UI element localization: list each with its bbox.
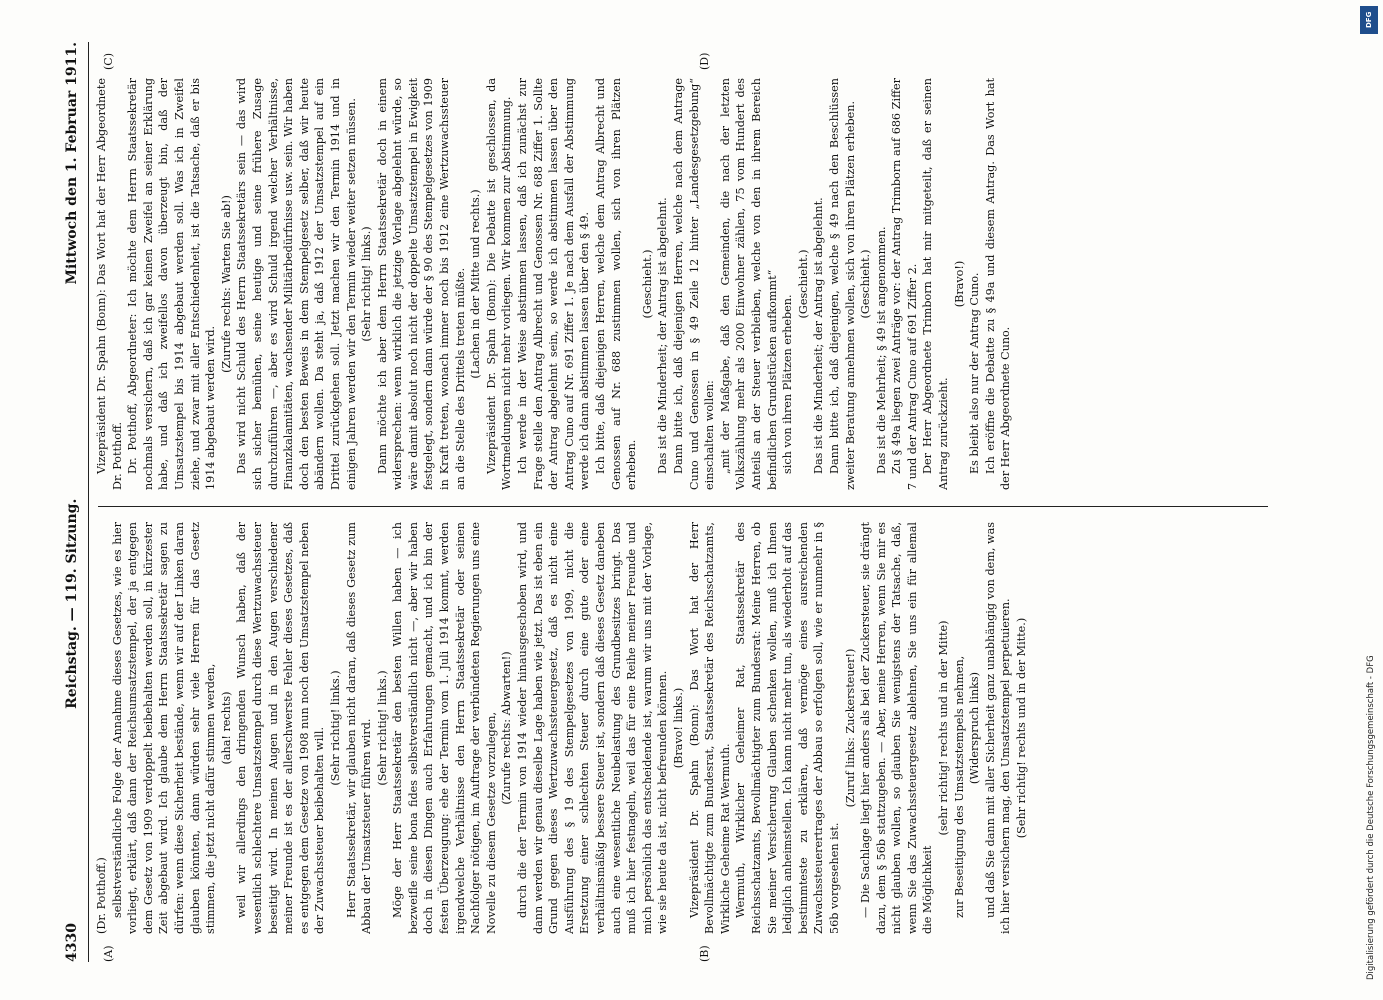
- paragraph: Der Herr Abgeordnete Trimborn hat mir mitgeteilt, daß er seinen Antrag zurückzieht.: [921, 78, 951, 490]
- paragraph: Ich eröffne die Debatte zu § 49a und diesem Antrag. Das Wort hat der Herr Abgeordnete Cuno.: [983, 78, 1013, 490]
- right-paragraphs: [94, 78, 1014, 490]
- paragraph: (sehr richtig! rechts und in der Mitte): [937, 620, 951, 836]
- paragraph: Dr. Potthoff, Abgeordneter: Ich möchte dem Herrn Staatssekretär nochmals versichern, daß ich gar keinen Zweifel an seiner Erklärung habe, und daß ich zweifellos davon überzeugt bin, daß der Umsatzstempel bis 1914 abgebaut werden soll. Was ich in Zweifel ziehe, und zwar mit aller Entschiedenheit, ist die Tatsache, daß er bis 1914 abgebaut werden wird.: [126, 78, 218, 490]
- margin-marker-a: (A): [102, 945, 115, 962]
- paragraph: Herr Staatssekretär, wir glauben nicht daran, daß dieses Gesetz zum Abbau der Umsatzsteuer führen wird.: [344, 522, 374, 934]
- dfg-logo: DFG: [1360, 6, 1378, 34]
- left-text-column: [94, 522, 1274, 934]
- paragraph: (Zurufe rechts: Warten Sie ab!): [219, 195, 233, 373]
- paragraph: sich von ihren Plätzen erheben.: [781, 294, 795, 474]
- paragraph: (Sehr richtig! links.): [360, 226, 374, 342]
- paragraph: Ich werde in der Weise abstimmen lassen, daß ich zunächst zur Frage stelle den Antrag Albrecht und Genossen Nr. 688 Ziffer 1. Sollte der Antrag abgelehnt sein, so werde ich abstimmen lassen über den Antrag Cuno auf Nr. 691 Ziffer 1. Je nach dem Ausfall der Abstimmung werde ich dann abstimmen lassen über den § 49.: [516, 78, 592, 490]
- paragraph: (Zuruf links: Zuckersteuer!): [843, 648, 857, 808]
- paragraph: (Lachen in der Mitte und rechts.): [469, 189, 483, 379]
- paragraph: weil wir allerdings den dringenden Wunsch haben, daß der wesentlich schlechtere Umsatzstempel durch diese Wertzuwachssteuer beseitigt wird. In meinen Augen und in den Augen verschiedener meiner Freunde ist es der allerschwerste Fehler dieses Gesetzes, daß es entgegen dem Gesetze von 1908 nun noch den Umsatzstempel neben der Zuwachssteuer beibehalten will.: [235, 522, 327, 934]
- running-header: [58, 42, 86, 962]
- paragraph: Vizepräsident Dr. Spahn (Bonn): Das Wort hat der Herr Abgeordnete Dr. Potthoff.: [95, 78, 124, 490]
- paragraph: (Bravo!): [952, 260, 966, 308]
- page-number: 4330: [64, 923, 80, 962]
- paragraph: Vizepräsident Dr. Spahn (Bonn): Die Debatte ist geschlossen, da Wortmeldungen nicht mehr vorliegen. Wir kommen zur Abstimmung.: [484, 78, 514, 490]
- paragraph: (Geschieht.): [796, 249, 810, 319]
- paragraph: zur Beseitigung des Umsatzstempels nehmen,: [952, 655, 966, 918]
- digitization-note: Digitalisierung gefördert durch die Deutsche Forschungsgemeinschaft - DFG: [1366, 655, 1376, 980]
- speaker-reference: (Dr. Potthoff.): [95, 857, 108, 934]
- paragraph: Das wird nicht Schuld des Herrn Staatssekretärs sein — das wird sich sicher bemühen, seine heutige und seine frühere Zusage durchzuführen —, aber es wird Schuld irgend welcher Verhältnisse, Finanzkalamitäten, wachsender Militärbedürfnisse usw. sein. Wir haben doch den besten Beweis in dem Stempelgesetz selber, daß wir heute abändern wollen. Da steht ja, daß 1912 der Umsatzstempel auf ein Drittel zurückgehen soll. Jetzt machen wir den Termin 1914 und in einigen Jahren werden wir den Termin wieder weiter setzen müssen.: [235, 78, 358, 490]
- column-divider: [98, 506, 1268, 507]
- paragraph: durch die der Termin von 1914 wieder hinausgeschoben wird, und dann werden wir genau dieselbe Lage haben wie jetzt. Das ist eben ein Grund gegen dieses Wertzuwachssteuergesetz, daß es nicht eine Ausführung des § 19 des Stempelgesetzes von 1909, nicht die Ersetzung einer schlechten Steuer durch eine gute oder eine verhältnismäßig bessere Steuer ist, sondern daß dieses Gesetz daneben auch eine wesentliche Neubelastung des Grundbesitzes bringt. Das muß ich hier festnageln, weil das für eine Reihe meiner Freunde und mich persönlich das entscheidende ist, warum wir uns mit der Vorlage, wie sie heute da ist, nicht befreunden können.: [516, 522, 670, 934]
- paragraph: Dann möchte ich aber dem Herrn Staatssekretär doch in einem widersprechen: wenn wirklich die jetzige Vorlage abgelehnt würde, so wäre damit absolut noch nicht der doppelte Umsatzstempel in Ewigkeit festgelegt, sondern dann würde der § 90 des Stempelgesetzes von 1909 in Kraft treten, wonach immer noch bis 1912 eine Wertzuwachssteuer an die Stelle des Drittels treten müßte.: [375, 78, 467, 490]
- paragraph: selbstverständliche Folge der Annahme dieses Gesetzes, wie es hier vorliegt, erklärt, daß dann der Reichsumsatzstempel, der ja entgegen dem Gesetz von 1909 verdoppelt beibehalten werden soll, in kürzester Zeit abgebaut wird. Ich glaube dem Herrn Staatssekretär sagen zu dürfen: wenn diese Sicherheit bestände, wenn wir auf der Linken daran glauben könnten, dann würden sehr viele Herren für das Gesetz stimmen, die jetzt nicht dafür stimmen werden,: [110, 522, 218, 934]
- margin-marker-d: (D): [698, 52, 711, 70]
- margin-marker-b: (B): [698, 945, 711, 962]
- paragraph: Wermuth, Wirklicher Geheimer Rat, Staatssekretär des Reichsschatzamts, Bevollmächtigter zum Bundesrat: Meine Herren, ob Sie meiner Versicherung Glauben schenken wollen, muß ich Ihnen lediglich anheimstellen. Ich kann nicht mehr tun, als wiederholt auf das bestimmteste zu erklären, daß vermöge eines ausreichenden Zuwachssteuerertrages der Abbau so erfolgen soll, wie er nunmehr in § 56b vorgesehen ist.: [734, 522, 841, 934]
- paragraph: Das ist die Mehrheit; § 49 ist angenommen.: [874, 226, 888, 474]
- paragraph: (Geschieht.): [640, 249, 654, 319]
- paragraph: Vizepräsident Dr. Spahn (Bonn): Das Wort hat der Herr Bevollmächtigte zum Bundesrat, Staatssekretär des Reichsschatzamts, Wirkliche Geheime Rat Wermuth.: [687, 522, 732, 934]
- paragraph: Möge der Herr Staatssekretär den besten Willen haben — ich bezweifle seine bona fides selbstverständlich nicht —, aber wir haben doch in diesen Dingen auch Erfahrungen gemacht, und ich bin der festen Überzeugung: ehe der Termin vom 1. Juli 1914 kommt, werden irgendwelche Verhältnisse den Herrn Staatssekretär oder seinen Nachfolger nötigen, im Auftrage der verbündeten Regierungen uns eine Novelle zu diesem Gesetze vorzulegen,: [391, 522, 498, 934]
- paragraph: (Sehr richtig! rechts und in der Mitte.): [1015, 617, 1029, 839]
- right-text-column: [94, 78, 1274, 490]
- paragraph: Es bleibt also nur der Antrag Cuno.: [968, 272, 982, 474]
- paragraph: (Zurufe rechts: Abwarten!): [500, 651, 514, 805]
- paragraph: Dann bitte ich, daß diejenigen Herren, welche nach dem Antrage Cuno und Genossen in § 49 Zeile 12 hinter „Landesgesetzgebung“ einschalten wollen:: [671, 78, 717, 490]
- paragraph: (Sehr richtig! links.): [328, 670, 342, 786]
- paragraph: und daß Sie dann mit aller Sicherheit ganz unabhängig von dem, was ich hier versichern mag, den Umsatzstempel perpetuieren.: [983, 522, 1013, 934]
- header-rule: [88, 42, 89, 962]
- paragraph: (Bravo! links.): [671, 687, 685, 769]
- header-right-title: Mittwoch den 1. Februar 1911.: [64, 42, 80, 285]
- paragraph: — Die Sachlage liegt hier anders als bei der Zuckersteuer, sie drängt dazu, dem § 56b stattzugeben. — Aber, meine Herren, wenn Sie mir es nicht glauben wollen, so glauben Sie wenigstens der Tatsache, daß, wenn Sie das Zuwachssteuergesetz ablehnen, Sie uns ein für allemal die Möglichkeit: [859, 522, 935, 934]
- paragraph: (Geschieht.): [859, 249, 873, 319]
- paragraph: Dann bitte ich, daß diejenigen, welche § 49 nach den Beschlüssen zweiter Beratung annehmen wollen, sich von ihren Plätzen erheben.: [827, 78, 857, 490]
- rotated-page-content: [58, 42, 1348, 962]
- paragraph: (Sehr richtig! links.): [375, 670, 389, 786]
- paragraph: Zu § 49a liegen zwei Anträge vor: der Antrag Trimborn auf 686 Ziffer 7 und der Antrag Cuno auf 691 Ziffer 2.: [890, 78, 919, 490]
- paragraph: Das ist die Minderheit; der Antrag ist abgelehnt.: [812, 197, 826, 474]
- paragraph: Das ist die Minderheit; der Antrag ist abgelehnt.: [656, 197, 670, 474]
- margin-marker-c: (C): [102, 53, 115, 70]
- paragraph: „mit der Maßgabe, daß den Gemeinden, die nach der letzten Volkszählung mehr als 2000 Einwohner zählen, 75 vom Hundert des Anteils an der Steuer verbleiben, welche von den in ihrem Bereich befindlichen Grundstücken aufkommt“: [718, 78, 779, 490]
- left-paragraphs: [110, 522, 1030, 934]
- paragraph: Ich bitte, daß diejenigen Herren, welche dem Antrag Albrecht und Genossen auf Nr. 688 zustimmen wollen, sich von ihren Plätzen erheben.: [594, 78, 639, 490]
- paragraph: (Widerspruch links): [968, 671, 982, 785]
- header-left-title: Reichstag. — 119. Sitzung.: [64, 498, 80, 709]
- paragraph: (aha! rechts): [219, 691, 233, 765]
